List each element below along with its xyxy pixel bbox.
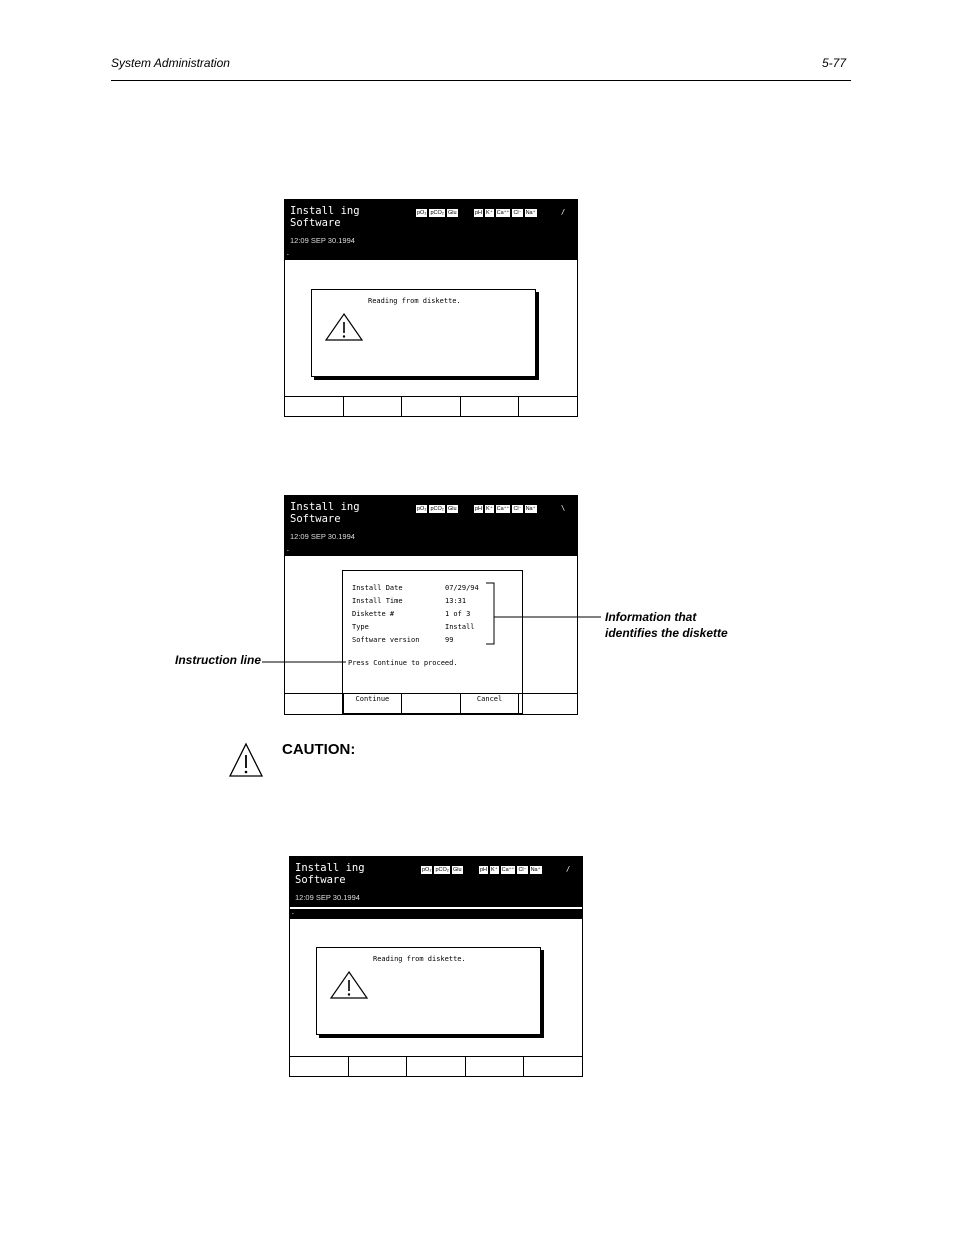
busy-spinner-icon: /	[566, 865, 571, 873]
status-strip: -	[285, 250, 577, 260]
analyte-group-1	[421, 866, 463, 874]
analyte-badge: Ca⁺⁺	[496, 210, 510, 216]
analyte-badge: pH	[480, 867, 488, 873]
page-header-section: System Administration	[111, 56, 230, 70]
message-text: Reading from diskette.	[368, 297, 461, 305]
caution-label: CAUTION:	[282, 741, 356, 758]
cancel-button[interactable]: Cancel	[461, 694, 520, 714]
analyte-badge: pCO₂	[430, 210, 444, 216]
analyte-badge: Na⁺	[525, 210, 536, 216]
info-label: Software version	[352, 636, 420, 644]
page-number: 5-77	[822, 56, 847, 70]
caution-triangle-icon	[228, 742, 264, 778]
analyte-badge: pCO₂	[435, 867, 449, 873]
busy-spinner-icon: \	[561, 504, 566, 512]
analyte-badge: Na⁺	[530, 867, 541, 873]
analyte-badge: Ca⁺⁺	[496, 506, 510, 512]
warning-triangle-icon	[329, 970, 369, 1000]
softkey-3[interactable]	[407, 1057, 466, 1076]
analyte-badge: pH	[475, 210, 483, 216]
softkey-2[interactable]	[349, 1057, 408, 1076]
info-label: Type	[352, 623, 369, 631]
instruction-text: Press Continue to proceed.	[348, 659, 458, 667]
analyte-badge: Ca⁺⁺	[501, 867, 515, 873]
screen-reading-diskette-2	[289, 856, 583, 1077]
continue-button[interactable]: Continue	[344, 694, 403, 714]
analyte-badge: Glu	[447, 506, 457, 512]
analyte-badge: pH	[475, 506, 483, 512]
analyte-badge: pO₂	[417, 210, 427, 216]
analyte-badge: Cl⁻	[518, 867, 527, 873]
callout-instruction-line: Instruction line	[175, 653, 262, 667]
message-text: Reading from diskette.	[373, 955, 466, 963]
softkey-5[interactable]	[524, 1057, 582, 1076]
callout-info-identifies-diskette: Information that identifies the diskette	[605, 610, 728, 640]
status-strip: -	[285, 546, 577, 556]
analyte-group-2	[479, 866, 542, 874]
status-strip: -	[290, 909, 582, 919]
softkey-bar	[290, 1056, 582, 1076]
analyte-badge: K⁺	[486, 210, 493, 216]
analyte-badge: Na⁺	[525, 506, 536, 512]
analyte-badge: pO₂	[417, 506, 427, 512]
screen-title: Install ing Software	[290, 205, 360, 229]
screen-title: Install ing Software	[295, 862, 365, 886]
softkey-1[interactable]	[290, 1057, 349, 1076]
screen-datetime: 12:09 SEP 30.1994	[290, 236, 355, 245]
analyte-badge: Cl⁻	[513, 210, 522, 216]
info-value: 07/29/94	[445, 584, 479, 592]
info-value: 13:31	[445, 597, 467, 605]
analyte-badge: pCO₂	[430, 506, 444, 512]
message-box	[316, 947, 541, 1035]
screen-datetime: 12:09 SEP 30.1994	[290, 532, 355, 541]
analyte-badge: pO₂	[422, 867, 432, 873]
info-label: Install Time	[352, 597, 403, 605]
analyte-badge: K⁺	[486, 506, 493, 512]
analyte-badge: Glu	[447, 210, 457, 216]
analyte-badge: K⁺	[491, 867, 498, 873]
analyte-badge: Glu	[452, 867, 462, 873]
info-label: Install Date	[352, 584, 403, 592]
screen-header-bar	[290, 857, 582, 907]
info-value: 99	[445, 636, 454, 644]
info-label: Diskette #	[352, 610, 395, 618]
analyte-badge: Cl⁻	[513, 506, 522, 512]
screen-title: Install ing Software	[290, 501, 360, 525]
softkey-4[interactable]	[466, 1057, 525, 1076]
busy-spinner-icon: /	[561, 208, 566, 216]
screen-datetime: 12:09 SEP 30.1994	[295, 893, 360, 902]
info-value: 1 of 3	[445, 610, 471, 618]
info-value: Install	[445, 623, 475, 631]
